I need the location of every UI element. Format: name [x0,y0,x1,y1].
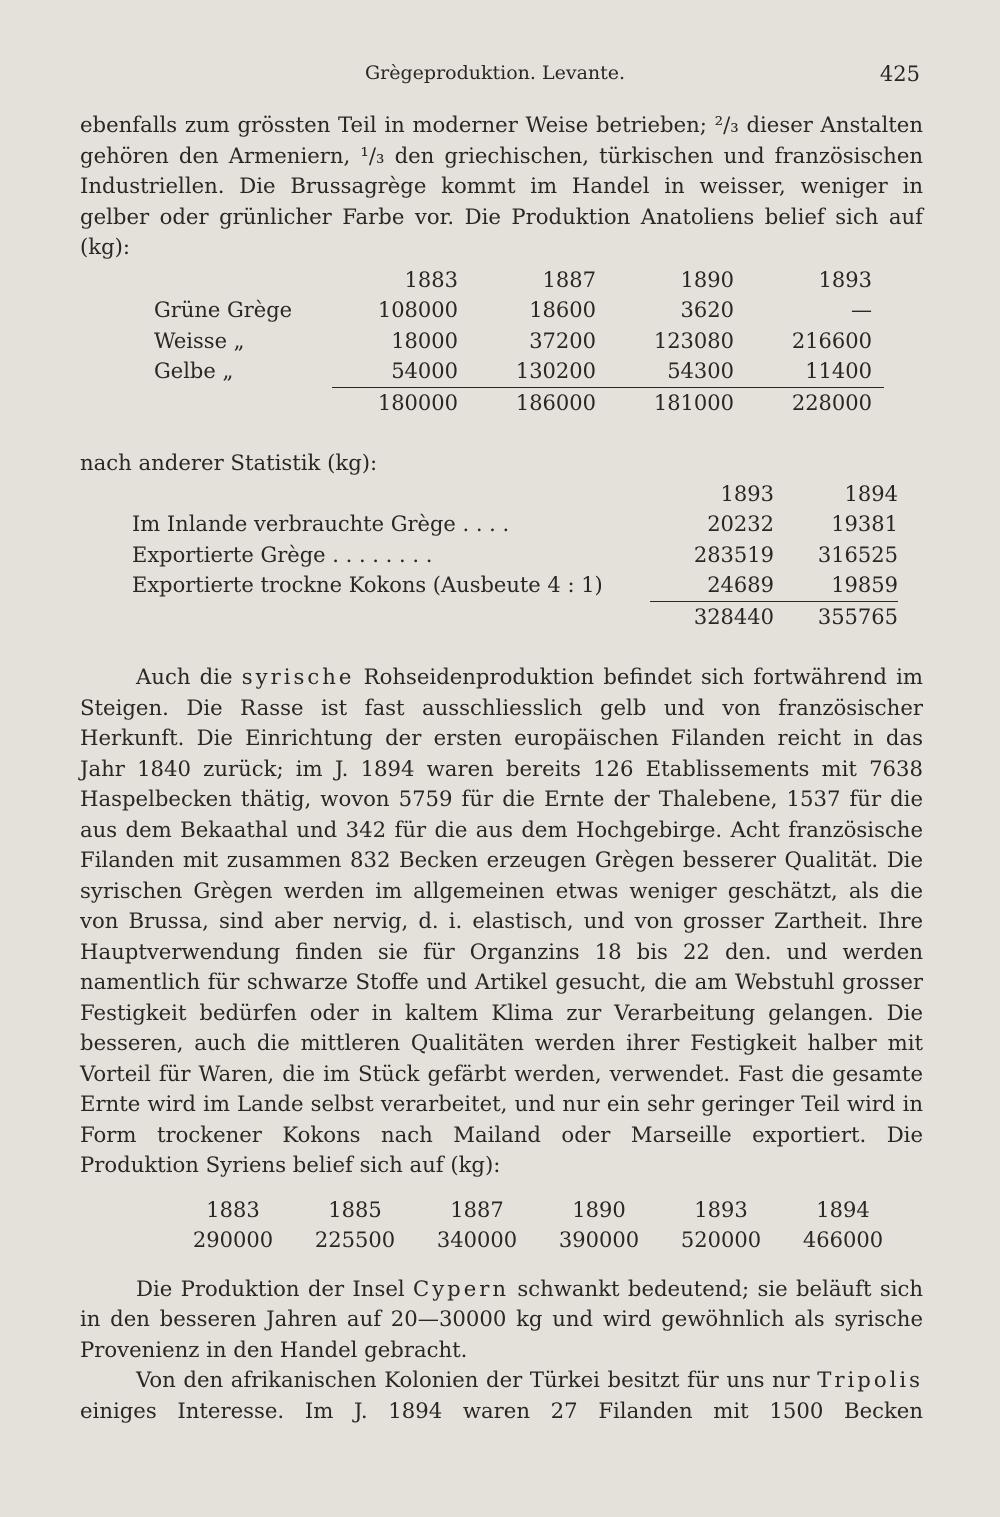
year-cell: 1887 [542,267,596,292]
value-cell: 316525 [817,542,898,567]
table-header-row [154,265,884,296]
year-cell: 1887 [450,1197,504,1222]
table-syria [172,1195,904,1256]
value-cell: 283519 [693,542,774,567]
value-cell: 54300 [667,359,734,383]
table-row [154,326,884,357]
row-label: Im Inlande verbrauchte Grège . . . . [132,512,510,536]
total-cell: 181000 [608,387,746,418]
value-cell: 130200 [515,359,596,383]
year-cell: 1883 [404,267,458,292]
value-cell: 340000 [436,1228,518,1252]
value-cell: 11400 [805,359,872,383]
paragraph-other-statistics: nach anderer Statistik (kg): [80,450,378,475]
value-cell: 18000 [391,328,458,353]
paragraph-syria: Auch die syrische Rohseidenproduktion befindet sich fortwährend im Steigen. Die Rasse ist fast ausschliesslich gelb und von französischer Herkunft. Die Einrichtung der ersten europäischen Filanden reicht in das Jahr 1840 zurück; im J. 1894 waren bereits 126 Etablissements mit 7638 Haspelbecken thätig, wovon 5759 für die Ernte der Thalebene, 1537 für die aus dem Bekaathal und 342 für die aus dem Hochgebirge. Acht französische Filanden mit zusammen 832 Becken erzeugen Grègen besserer Qualität. Die syrischen Grègen werden im allgemeinen etwas weniger geschätzt, als die von Brussa, sind aber nervig, d. i. elastisch, und von grosser Zartheit. Ihre Hauptverwendung finden sie für Organzins 18 bis 22 den. und werden namentlich für schwarze Stoffe und Artikel gesucht, die am Webstuhl grosser Festigkeit bedürfen oder in kaltem Klima zur Verarbeitung gelangen. Die besseren, auch die mittleren Qualitäten werden ihrer Festigkeit halber mit Vorteil für Waren, die im Stück gefärbt werden, verwendet. Fast die gesamte Ernte wird im Lande selbst verarbeitet, und nur ein sehr geringer Teil wird in Form trockener Kokons nach Mailand oder Marseille exportiert. Die Produktion Syriens belief sich auf (kg): [80,664,924,1177]
value-cell: 225500 [314,1228,396,1252]
year-cell: 1893 [720,481,774,506]
year-cell: 1890 [680,267,734,292]
value-cell: 520000 [680,1228,762,1252]
table-total-row [132,601,898,632]
spaced-term: syrische [241,664,355,689]
value-cell: 24689 [707,573,774,597]
spaced-term: Cypern [412,1275,510,1301]
table-header-row [172,1195,904,1226]
spaced-term: Tripolis [817,1367,923,1392]
value-cell: 123080 [653,328,734,353]
total-cell: 180000 [332,387,470,418]
year-cell: 1893 [694,1197,748,1222]
year-cell: 1883 [206,1197,260,1222]
value-cell: 466000 [802,1228,884,1252]
table-row [132,570,898,601]
value-cell: 19859 [831,573,898,597]
table-row [132,540,898,571]
table-row [132,509,898,540]
table-anatolia [154,265,884,419]
paragraph-tripolis: Von den afrikanischen Kolonien der Türkei besitzt für uns nur Tripolis einiges Interesse. Im J. 1894 waren 27 Filanden mit 1500 Becken [80,1367,923,1423]
year-cell: 1894 [816,1197,870,1222]
table-header-row [132,479,898,510]
year-cell: 1890 [572,1197,626,1222]
value-cell: 216600 [791,328,872,353]
value-cell: 54000 [391,359,458,383]
paragraph-anatolia: ebenfalls zum grössten Teil in moderner Weise betrieben; ²/₃ dieser Anstalten gehören den Armeniern, ¹/₃ den griechischen, türkischen und französischen Industriellen. Die Brussagrège kommt im Handel in weisser, weniger in gelber oder grünlicher Farbe vor. Die Produktion Anatoliens belief sich auf (kg): [80,112,923,259]
year-cell: 1893 [818,267,872,292]
value-cell: — [851,298,872,322]
value-cell: 19381 [831,512,898,536]
total-cell: 328440 [650,601,774,632]
total-cell: 355765 [774,601,898,632]
value-cell: 290000 [192,1228,274,1252]
value-cell: 390000 [558,1228,640,1252]
table-total-row [154,387,884,418]
table-other-statistics [132,479,898,633]
row-label: Exportierte Grège . . . . . . . . [132,542,433,567]
page-body [80,110,923,1457]
running-header [80,62,920,92]
table-row [154,356,884,387]
total-cell: 228000 [746,387,884,418]
row-label: Weisse „ [154,328,245,353]
table-row [172,1225,904,1256]
value-cell: 20232 [707,512,774,536]
row-label: Gelbe „ [154,359,234,384]
year-cell: 1894 [844,481,898,506]
paragraph-cyprus: Die Produktion der Insel Cypern schwankt bedeutend; sie beläuft sich in den besseren Jahren auf 20—30000 kg und wird gewöhnlich als syrische Provenienz in den Handel gebracht. [80,1275,924,1362]
row-label: Grüne Grège [154,298,293,322]
row-label: Exportierte trockne Kokons (Ausbeute 4 : 1) [132,573,603,598]
page-number: 425 [879,62,920,86]
value-cell: 108000 [377,298,458,322]
value-cell: 37200 [529,328,596,353]
running-title: Grègeproduktion. Levante. [365,62,626,84]
table-row [154,295,884,326]
value-cell: 3620 [680,298,734,322]
year-cell: 1885 [328,1197,382,1222]
total-cell: 186000 [470,387,608,418]
value-cell: 18600 [529,298,596,322]
